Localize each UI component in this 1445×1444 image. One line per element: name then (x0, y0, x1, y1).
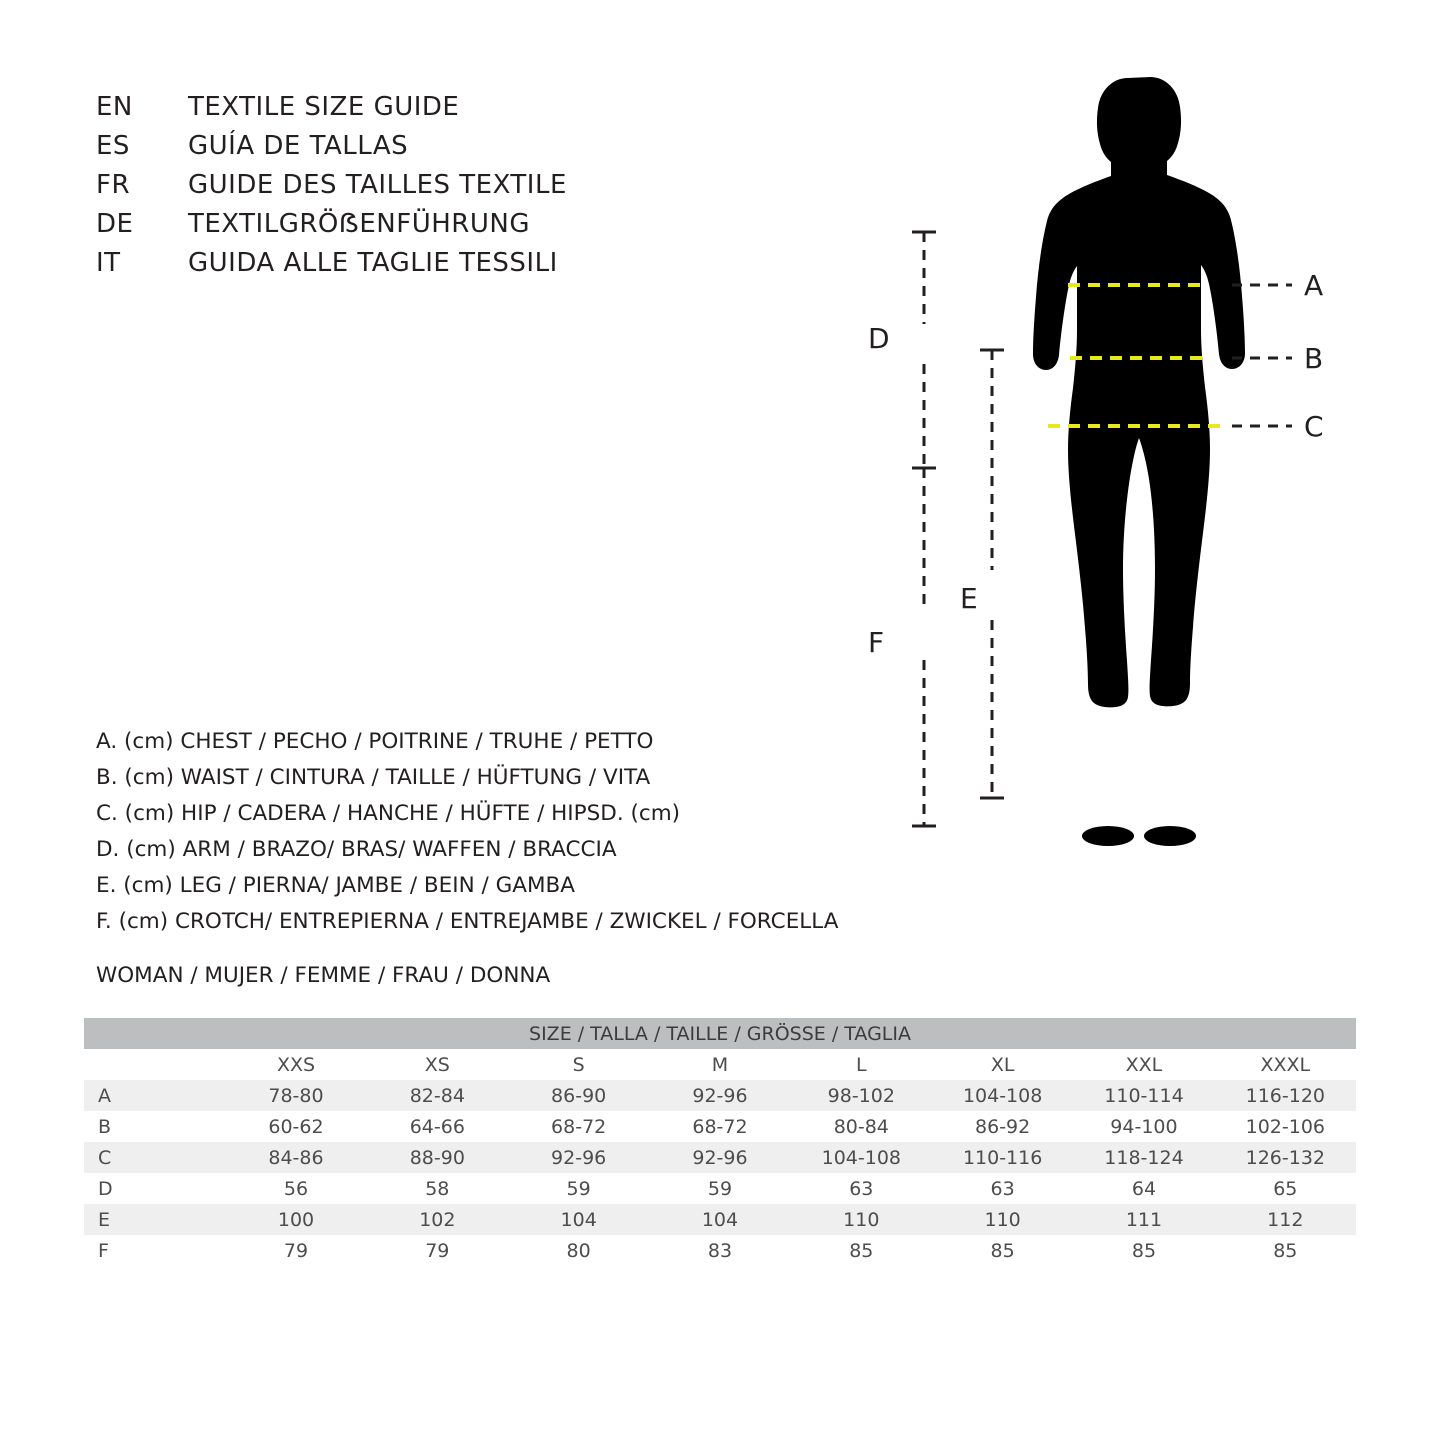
title-row-it (96, 248, 736, 287)
cell-f-s: 80 (566, 1239, 591, 1262)
legend-item-a: A. (cm) CHEST / PECHO / POITRINE / TRUHE / PETTO (96, 729, 654, 754)
marker-label-e: E (960, 582, 978, 615)
header-corner-cell (84, 1049, 225, 1080)
size-table-caption-row (84, 1018, 1356, 1049)
legend-item-d: D. (cm) ARM / BRAZO/ BRAS/ WAFFEN / BRACCIA (96, 837, 617, 862)
legend-item-b: B. (cm) WAIST / CINTURA / TAILLE / HÜFTUNG / VITA (96, 765, 651, 790)
cell-c-xl: 110-116 (962, 1146, 1043, 1169)
cell-b-xxl: 94-100 (1110, 1115, 1178, 1138)
title-text-fr: GUIDE DES TAILLES TEXTILE (188, 170, 567, 200)
title-lang-it: IT (96, 248, 121, 278)
cell-e-xl: 110 (984, 1208, 1021, 1231)
table-row (84, 1235, 1356, 1266)
legend-item-e: E. (cm) LEG / PIERNA/ JAMBE / BEIN / GAMBA (96, 873, 575, 898)
body-silhouette (1033, 77, 1245, 846)
size-table-body (84, 1018, 1356, 1266)
title-lang-de: DE (96, 209, 134, 239)
title-row-de (96, 209, 736, 248)
size-table-caption: SIZE / TALLA / TAILLE / GRÖSSE / TAGLIA (84, 1018, 1356, 1049)
measurement-figure (840, 40, 1360, 920)
cell-f-xxl: 85 (1131, 1239, 1157, 1262)
cell-a-xs: 82-84 (409, 1084, 465, 1107)
cell-d-xs: 58 (425, 1177, 450, 1200)
size-table (84, 1018, 1356, 1266)
row-label-d: D (98, 1177, 113, 1200)
gender-heading: WOMAN / MUJER / FEMME / FRAU / DONNA (96, 963, 551, 988)
header-cell-xxxl: XXXL (1215, 1049, 1356, 1080)
cell-b-xl: 86-92 (975, 1115, 1031, 1138)
cell-b-s: 68-72 (551, 1115, 607, 1138)
cell-e-m: 104 (701, 1208, 739, 1231)
title-text-en: TEXTILE SIZE GUIDE (188, 92, 460, 122)
cell-e-xxxl: 112 (1267, 1208, 1304, 1231)
title-block (96, 92, 736, 287)
leg-bracket (980, 350, 1004, 798)
title-row-en (96, 92, 736, 131)
title-lang-en: EN (96, 92, 133, 122)
table-row (84, 1173, 1356, 1204)
cell-c-xs: 88-90 (409, 1146, 465, 1169)
row-label-b: B (98, 1115, 112, 1138)
header-cell-xxs: XXS (225, 1049, 366, 1080)
title-text-it: GUIDA ALLE TAGLIE TESSILI (188, 248, 558, 278)
row-label-c: C (98, 1146, 112, 1169)
marker-label-c: C (1304, 410, 1324, 443)
title-lang-es: ES (96, 131, 130, 161)
header-cell-xl: XL (932, 1049, 1073, 1080)
header-cell-s: S (508, 1049, 649, 1080)
cell-f-xs: 79 (425, 1239, 450, 1262)
row-label-f: F (98, 1239, 109, 1262)
cell-f-xl: 85 (990, 1239, 1015, 1262)
cell-d-xl: 63 (990, 1177, 1015, 1200)
right-foot (1144, 826, 1196, 846)
cell-d-l: 63 (849, 1177, 874, 1200)
marker-label-a: A (1304, 269, 1324, 302)
cell-b-l: 80-84 (833, 1115, 889, 1138)
cell-f-xxs: 79 (283, 1239, 309, 1262)
cell-f-xxxl: 85 (1273, 1239, 1298, 1262)
cell-b-m: 68-72 (692, 1115, 748, 1138)
marker-label-f: F (868, 626, 885, 659)
cell-e-l: 110 (843, 1208, 880, 1231)
cell-e-xxs: 100 (277, 1208, 315, 1231)
cell-b-xs: 64-66 (409, 1115, 465, 1138)
cell-c-xxl: 118-124 (1104, 1146, 1184, 1169)
cell-e-xs: 102 (419, 1208, 456, 1231)
cell-c-l: 104-108 (821, 1146, 901, 1169)
cell-a-s: 86-90 (551, 1084, 607, 1107)
cell-d-xxs: 56 (283, 1177, 309, 1200)
cell-d-s: 59 (566, 1177, 591, 1200)
header-cell-m: M (649, 1049, 790, 1080)
cell-f-m: 83 (707, 1239, 733, 1262)
cell-b-xxs: 60-62 (268, 1115, 324, 1138)
cell-f-l: 85 (849, 1239, 874, 1262)
cell-a-xxxl: 116-120 (1245, 1084, 1325, 1107)
cell-c-m: 92-96 (692, 1146, 748, 1169)
table-row (84, 1204, 1356, 1235)
cell-e-s: 104 (560, 1208, 597, 1231)
cell-a-l: 98-102 (827, 1084, 895, 1107)
size-table-header-row (84, 1049, 1356, 1080)
title-text-de: TEXTILGRÖẞENFÜHRUNG (188, 209, 530, 239)
title-lang-fr: FR (96, 170, 131, 200)
cell-e-xxl: 111 (1125, 1208, 1163, 1231)
legend-item-c: C. (cm) HIP / CADERA / HANCHE / HÜFTE / HIPSD. (cm) (96, 801, 681, 826)
cell-a-xxs: 78-80 (268, 1084, 324, 1107)
cell-d-m: 59 (707, 1177, 733, 1200)
cell-d-xxl: 64 (1131, 1177, 1157, 1200)
title-row-es (96, 131, 736, 170)
left-foot (1082, 826, 1134, 846)
legend-block (96, 724, 896, 940)
cell-d-xxxl: 65 (1273, 1177, 1298, 1200)
row-label-e: E (98, 1208, 111, 1231)
header-cell-xxl: XXL (1073, 1049, 1214, 1080)
cell-c-xxxl: 126-132 (1245, 1146, 1325, 1169)
cell-c-s: 92-96 (551, 1146, 607, 1169)
cell-c-xxs: 84-86 (268, 1146, 324, 1169)
header-cell-l: L (791, 1049, 932, 1080)
table-row (84, 1111, 1356, 1142)
marker-label-b: B (1304, 342, 1324, 375)
crotch-bracket (912, 468, 936, 826)
cell-a-xl: 104-108 (962, 1084, 1043, 1107)
row-label-a: A (98, 1084, 111, 1107)
cell-a-m: 92-96 (692, 1084, 748, 1107)
marker-label-d: D (868, 322, 890, 355)
arm-bracket (912, 232, 936, 468)
header-cell-xs: XS (367, 1049, 508, 1080)
table-row (84, 1142, 1356, 1173)
legend-item-f: F. (cm) CROTCH/ ENTREPIERNA / ENTREJAMBE / ZWICKEL / FORCELLA (96, 909, 839, 934)
cell-b-xxxl: 102-106 (1245, 1115, 1325, 1138)
title-row-fr (96, 170, 736, 209)
title-text-es: GUÍA DE TALLAS (188, 131, 409, 161)
cell-a-xxl: 110-114 (1104, 1084, 1184, 1107)
table-row (84, 1080, 1356, 1111)
